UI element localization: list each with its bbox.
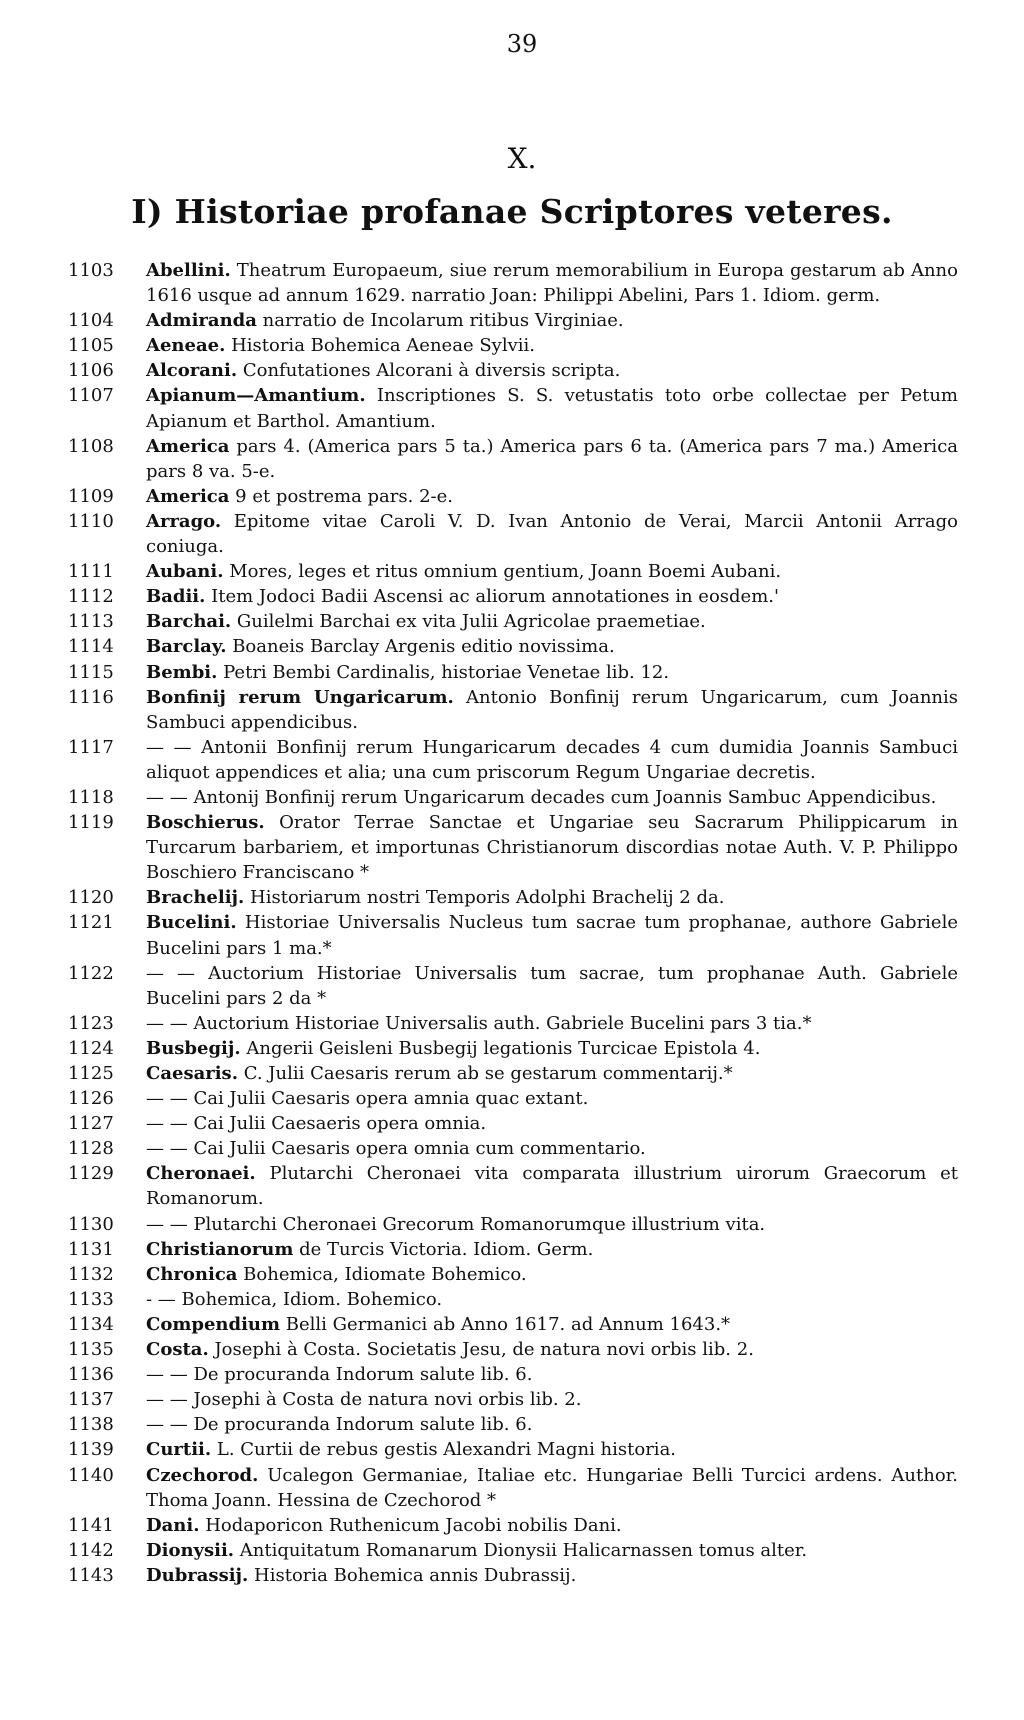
entry-description: Bohemica, Idiomate Bohemico. [237, 1263, 527, 1285]
entry-text [146, 358, 958, 383]
entry-text [146, 885, 958, 910]
catalog-entry [68, 1011, 958, 1036]
catalog-entry [68, 1337, 958, 1362]
entry-description: — — Antonij Bonfinij rerum Ungaricarum decades cum Joannis Sambuc Appendicibus. [146, 786, 937, 808]
catalog-entry [68, 1237, 958, 1262]
entry-description: — — Plutarchi Cheronaei Grecorum Romanorumque illustrium vita. [146, 1213, 766, 1235]
entry-text [146, 1061, 958, 1086]
entry-number: 1116 [68, 686, 114, 708]
entry-number: 1130 [68, 1213, 114, 1235]
entry-keyword: Caesaris. [146, 1063, 238, 1084]
entry-text [146, 910, 958, 960]
entry-description: Hodaporicon Ruthenicum Jacobi nobilis Dani. [199, 1514, 622, 1536]
entry-text [146, 308, 958, 333]
entry-number: 1132 [68, 1263, 114, 1285]
catalog-entry [68, 1111, 958, 1136]
entry-text [146, 634, 958, 659]
entry-description: Epitome vitae Caroli V. D. Ivan Antonio de Verai, Marcii Antonii Arrago coniuga. [146, 510, 958, 558]
entry-number: 1108 [68, 435, 114, 457]
entry-text [146, 484, 958, 509]
entry-number: 1104 [68, 310, 114, 332]
catalog-entry [68, 258, 958, 308]
entry-number: 1119 [68, 812, 114, 834]
entry-description: Plutarchi Cheronaei vita comparata illustrium uirorum Graecorum et Romanorum. [146, 1163, 958, 1210]
entry-text [146, 1312, 958, 1337]
entry-number: 1120 [68, 887, 114, 909]
entry-text [146, 1011, 958, 1036]
entry-number: 1103 [68, 260, 114, 281]
entry-description: Guilelmi Barchai ex vita Julii Agricolae praemetiae. [231, 611, 706, 633]
catalog-entry [68, 961, 958, 1011]
entry-number: 1142 [68, 1539, 114, 1561]
entry-number: 1115 [68, 661, 114, 683]
entry-description: — — Cai Julii Caesaeris opera omnia. [146, 1113, 487, 1135]
entry-keyword: Costa. [146, 1339, 209, 1361]
entry-keyword: Czechorod. [146, 1464, 259, 1486]
entry-text [146, 1563, 958, 1588]
catalog-entry [68, 1538, 958, 1563]
entry-description: — — Josephi à Costa de natura novi orbis lib. 2. [146, 1389, 582, 1411]
entry-description: Inscriptiones S. S. vetustatis toto orbe collectae per Petum Apianum et Barthol. Amantium. [146, 385, 958, 432]
entry-text [146, 1036, 958, 1061]
entry-description: Petri Bembi Cardinalis, historiae Venetae lib. 12. [217, 661, 670, 683]
entry-keyword: Arrago. [146, 510, 222, 532]
entry-description: — — Auctorium Historiae Universalis tum sacrae, tum prophanae Auth. Gabriele Bucelini pars 2 da * [146, 962, 958, 1009]
entry-text [146, 509, 958, 559]
entry-text [146, 1387, 958, 1412]
catalog-entry [68, 1437, 958, 1462]
entry-number: 1140 [68, 1464, 114, 1486]
entry-text [146, 434, 958, 484]
entry-description: Ucalegon Germaniae, Italiae etc. Hungariae Belli Turcici ardens. Author. Thoma Joann. Hessina de Czechorod * [146, 1464, 958, 1511]
entry-number: 1137 [68, 1389, 114, 1411]
catalog-entry [68, 785, 958, 810]
entry-number: 1134 [68, 1313, 114, 1335]
catalog-entry [68, 1086, 958, 1111]
entry-keyword: Bucelini. [146, 912, 237, 934]
entry-description: Antiquitatum Romanarum Dionysii Halicarnassen tomus alter. [234, 1539, 808, 1561]
entry-text [146, 559, 958, 584]
entry-keyword: Aubani. [146, 561, 224, 583]
entry-keyword: Admiranda [146, 310, 257, 332]
entry-text [146, 1237, 958, 1262]
entry-description: — — Auctorium Historiae Universalis auth. Gabriele Bucelini pars 3 tia.* [146, 1012, 812, 1034]
entry-description: - — Bohemica, Idiom. Bohemico. [146, 1288, 443, 1310]
section-heading: I) Historiae profanae Scriptores veteres. [131, 192, 893, 231]
entry-number: 1109 [68, 485, 114, 507]
entry-number: 1139 [68, 1439, 114, 1461]
entry-text [146, 810, 958, 885]
entry-number: 1127 [68, 1113, 114, 1135]
entry-number: 1135 [68, 1339, 114, 1361]
entry-keyword: Chronica [146, 1263, 238, 1285]
entry-description: Confutationes Alcorani à diversis scripta. [237, 360, 621, 382]
entry-description: — — De procuranda Indorum salute lib. 6. [146, 1414, 533, 1436]
entry-number: 1105 [68, 335, 114, 357]
catalog-entry [68, 1513, 958, 1538]
catalog-entry [68, 735, 958, 785]
catalog-entry [68, 1036, 958, 1061]
entry-text [146, 584, 958, 609]
entry-number: 1106 [68, 360, 114, 382]
entry-description: — — Antonii Bonfinij rerum Hungaricarum decades 4 cum dumidia Joannis Sambuci aliquot appendices et alia; una cum priscorum Regum Ungariae decretis. [146, 736, 958, 783]
entry-text [146, 1538, 958, 1563]
entry-number: 1133 [68, 1288, 114, 1310]
entry-description: Orator Terrae Sanctae et Ungariae seu Sacrarum Philippicarum in Turcarum barbariem, et importunas Christianorum discordias notae Auth. V. P. Philippo Boschiero Franciscano * [146, 812, 958, 884]
catalog-entry [68, 1287, 958, 1312]
entry-number: 1114 [68, 636, 114, 658]
entry-text [146, 1337, 958, 1362]
entry-text [146, 1287, 958, 1312]
entry-text [146, 1262, 958, 1287]
entry-text [146, 961, 958, 1011]
entry-description: 9 et postrema pars. 2-e. [229, 485, 453, 507]
catalog-entry [68, 1212, 958, 1237]
entry-keyword: Abellini. [146, 260, 231, 281]
catalog-entry [68, 383, 958, 433]
entry-description: Historia Bohemica annis Dubrassij. [248, 1564, 577, 1586]
catalog-entry [68, 609, 958, 634]
page-number: 39 [506, 30, 538, 58]
entry-description: Angerii Geisleni Busbegij legationis Turcicae Epistola 4. [240, 1037, 761, 1059]
entry-text [146, 1086, 958, 1111]
catalog-entry [68, 1362, 958, 1387]
entry-description: Antonio Bonfinij rerum Ungaricarum, cum Joannis Sambuci appendicibus. [146, 686, 958, 733]
entry-number: 1112 [68, 586, 114, 608]
entry-keyword: Dani. [146, 1514, 200, 1536]
catalog-entry [68, 1061, 958, 1086]
entry-number: 1121 [68, 912, 114, 934]
entry-number: 1107 [68, 385, 114, 407]
entry-keyword: Barchai. [146, 611, 232, 633]
entry-text [146, 1412, 958, 1437]
entry-number: 1124 [68, 1037, 114, 1059]
entry-keyword: Compendium [146, 1313, 281, 1335]
entry-keyword: Cheronaei. [146, 1163, 256, 1185]
entry-text [146, 1111, 958, 1136]
catalog-entry [68, 333, 958, 358]
catalog-entry [68, 885, 958, 910]
entry-number: 1122 [68, 962, 114, 984]
catalog-entry [68, 1136, 958, 1161]
catalog-entry [68, 1161, 958, 1211]
entry-keyword: Dionysii. [146, 1539, 235, 1561]
entry-number: 1138 [68, 1414, 114, 1436]
catalog-entry [68, 634, 958, 659]
catalog-entry [68, 1563, 958, 1588]
catalog-entry [68, 910, 958, 960]
entry-keyword: Apianum—Amantium. [146, 385, 366, 407]
entry-number: 1136 [68, 1364, 114, 1386]
entry-text [146, 685, 958, 735]
entry-description: narratio de Incolarum ritibus Virginiae. [256, 310, 624, 332]
entry-description: Theatrum Europaeum, siue rerum memorabilium in Europa gestarum ab Anno 1616 usque ad annum 1629. narratio Joan: Philippi Abelini, Pars 1. Idiom. germ. [146, 260, 958, 307]
entry-description: L. Curtii de rebus gestis Alexandri Magni historia. [211, 1439, 677, 1461]
entry-keyword: Dubrassij. [146, 1564, 249, 1586]
catalog-entry [68, 559, 958, 584]
entry-keyword: Christianorum [146, 1238, 294, 1260]
entry-number: 1113 [68, 611, 114, 633]
catalog-entry [68, 1387, 958, 1412]
catalog-entry [68, 484, 958, 509]
entry-keyword: America [146, 435, 230, 457]
catalog-entry [68, 660, 958, 685]
catalog-entry [68, 509, 958, 559]
entry-number: 1110 [68, 510, 114, 532]
entry-description: de Turcis Victoria. Idiom. Germ. [293, 1238, 594, 1260]
entry-text [146, 1136, 958, 1161]
entry-description: pars 4. (America pars 5 ta.) America pars 6 ta. (America pars 7 ma.) America pars 8 va. 5-e. [146, 435, 958, 482]
entry-text [146, 258, 958, 308]
entry-text [146, 333, 958, 358]
entry-description: — — De procuranda Indorum salute lib. 6. [146, 1364, 533, 1386]
entry-number: 1129 [68, 1163, 114, 1185]
entry-number: 1117 [68, 736, 114, 758]
entry-description: — — Cai Julii Caesaris opera amnia quac extant. [146, 1088, 589, 1110]
entry-number: 1123 [68, 1012, 114, 1034]
entry-text [146, 1513, 958, 1538]
entry-text [146, 383, 958, 433]
entry-description: Historia Bohemica Aeneae Sylvii. [225, 335, 535, 357]
entry-number: 1126 [68, 1088, 114, 1110]
catalog-entry [68, 358, 958, 383]
entry-text [146, 785, 958, 810]
section-numeral: X. [507, 142, 537, 175]
catalog-entry [68, 1312, 958, 1337]
entry-keyword: Boschierus. [146, 812, 265, 834]
entry-number: 1128 [68, 1138, 114, 1160]
entry-keyword: Brachelij. [146, 887, 245, 909]
entry-keyword: America [146, 485, 230, 507]
entry-description: Historiae Universalis Nucleus tum sacrae tum prophanae, authore Gabriele Bucelini pars 1 ma.* [146, 912, 958, 959]
entry-text [146, 1463, 958, 1513]
entry-number: 1131 [68, 1238, 114, 1260]
entry-keyword: Curtii. [146, 1439, 212, 1461]
entry-text [146, 1212, 958, 1237]
entry-text [146, 1362, 958, 1387]
entry-description: Belli Germanici ab Anno 1617. ad Annum 1643.* [280, 1313, 731, 1335]
entry-description: Josephi à Costa. Societatis Jesu, de natura novi orbis lib. 2. [208, 1339, 754, 1361]
entry-text [146, 735, 958, 785]
entry-keyword: Alcorani. [146, 360, 238, 382]
entry-description: Mores, leges et ritus omnium gentium, Joann Boemi Aubani. [223, 561, 782, 583]
entry-text [146, 609, 958, 634]
entry-number: 1118 [68, 786, 114, 808]
entry-description: Historiarum nostri Temporis Adolphi Brachelij 2 da. [244, 887, 725, 909]
entry-description: Boaneis Barclay Argenis editio novissima. [226, 636, 615, 658]
catalog-entry [68, 685, 958, 735]
entry-text [146, 660, 958, 685]
entry-keyword: Badii. [146, 586, 206, 608]
entry-number: 1141 [68, 1514, 114, 1536]
entry-number: 1111 [68, 561, 114, 583]
entry-text [146, 1161, 958, 1211]
entry-list [68, 258, 958, 1588]
catalog-entry [68, 810, 958, 885]
catalog-entry [68, 308, 958, 333]
entry-description: — — Cai Julii Caesaris opera omnia cum commentario. [146, 1138, 646, 1160]
entry-number: 1125 [68, 1063, 114, 1084]
entry-keyword: Barclay. [146, 636, 227, 658]
entry-keyword: Aeneae. [146, 335, 226, 357]
entry-keyword: Busbegij. [146, 1037, 241, 1059]
catalog-entry [68, 1412, 958, 1437]
catalog-entry [68, 434, 958, 484]
entry-description: C. Julii Caesaris rerum ab se gestarum commentarij.* [237, 1063, 733, 1084]
catalog-entry [68, 1463, 958, 1513]
entry-number: 1143 [68, 1564, 114, 1586]
entry-description: Item Jodoci Badii Ascensi ac aliorum annotationes in eosdem.' [205, 586, 779, 608]
entry-text [146, 1437, 958, 1462]
entry-keyword: Bonfinij rerum Ungaricarum. [146, 686, 454, 708]
catalog-entry [68, 1262, 958, 1287]
catalog-entry [68, 584, 958, 609]
entry-keyword: Bembi. [146, 661, 218, 683]
